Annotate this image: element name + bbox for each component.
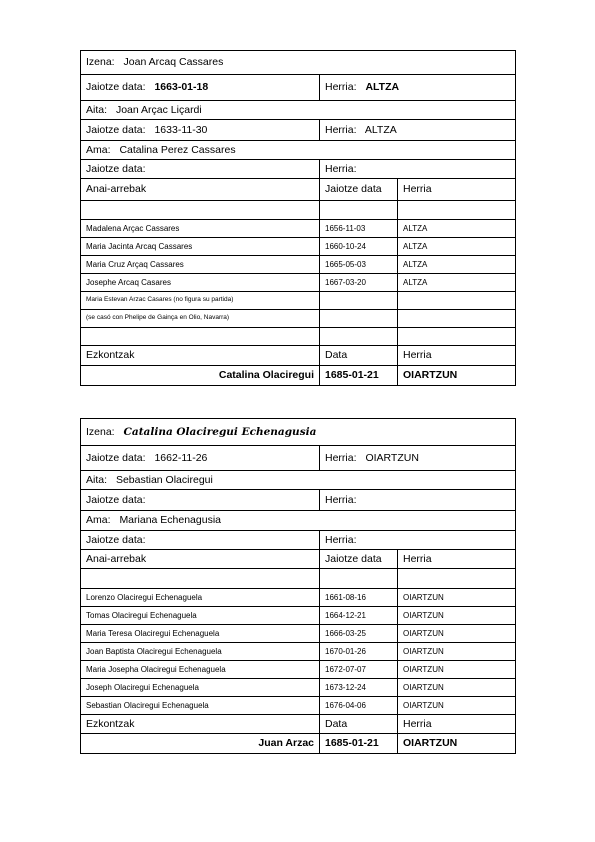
- sibling-name: Maria Teresa Olaciregui Echenaguela: [81, 625, 320, 643]
- marriage-header-date: Data: [320, 715, 398, 734]
- ama-value: Mariana Echenagusia: [119, 514, 222, 527]
- herria-value: OIARTZUN: [365, 451, 419, 464]
- aita-jaiotze-label: Jaiotze data:: [81, 490, 320, 511]
- marriage-row: [81, 366, 516, 386]
- sibling-date: 1660-10-24: [320, 238, 398, 256]
- siblings-header-place: Herria: [398, 550, 516, 569]
- siblings-spacer: [81, 569, 516, 589]
- jaiotze-value: 1663-01-18: [154, 81, 209, 94]
- jaiotze-value: 1662-11-26: [154, 451, 208, 464]
- marriage-spouse: Catalina Olaciregui: [81, 366, 320, 386]
- izena-label: Izena:: [86, 425, 115, 438]
- sibling-row: [81, 220, 516, 238]
- aita-label: Aita:: [86, 473, 108, 486]
- sibling-name: Joan Baptista Olaciregui Echenaguela: [81, 643, 320, 661]
- marriage-header-place: Herria: [398, 715, 516, 734]
- sibling-place: OIARTZUN: [398, 679, 516, 697]
- sibling-row: [81, 607, 516, 625]
- sibling-row: [81, 274, 516, 292]
- marriage-date: 1685-01-21: [320, 734, 398, 754]
- aita-jaiotze-row: [81, 490, 516, 511]
- sibling-row: [81, 256, 516, 274]
- sibling-name: Madalena Arçac Cassares: [81, 220, 320, 238]
- siblings-header-date: Jaiotze data: [320, 179, 398, 201]
- aita-label: Aita:: [86, 103, 108, 116]
- sibling-row: [81, 679, 516, 697]
- ama-herria-label: Herria:: [320, 531, 516, 550]
- sibling-date: 1656-11-03: [320, 220, 398, 238]
- aita-herria-label: Herria:: [325, 123, 357, 136]
- marriage-header: [81, 346, 516, 366]
- siblings-spacer: [81, 201, 516, 220]
- ama-jaiotze-row: [81, 160, 516, 179]
- sibling-place: OIARTZUN: [398, 625, 516, 643]
- sibling-date: 1670-01-26: [320, 643, 398, 661]
- sibling-row: [81, 589, 516, 607]
- izena-value: Catalina Olaciregui Echenagusia: [123, 425, 317, 438]
- sibling-name: Tomas Olaciregui Echenaguela: [81, 607, 320, 625]
- ama-jaiotze-label: Jaiotze data:: [81, 531, 320, 550]
- herria-label: Herria:: [325, 81, 357, 94]
- sibling-place: ALTZA: [398, 274, 516, 292]
- sibling-name: Josephe Arcaq Casares: [81, 274, 320, 292]
- jaiotze-label: Jaiotze data:: [86, 451, 146, 464]
- marriage-spouse: Juan Arzac: [81, 734, 320, 754]
- sibling-date: 1661-08-16: [320, 589, 398, 607]
- sibling-date: 1666-03-25: [320, 625, 398, 643]
- sibling-row: [81, 643, 516, 661]
- sibling-note: Maria Estevan Arzac Casares (no figura su partida): [81, 292, 320, 310]
- aita-jaiotze-label: Jaiotze data:: [86, 123, 146, 136]
- siblings-header: [81, 550, 516, 569]
- marriage-header-label: Ezkontzak: [81, 715, 320, 734]
- ama-label: Ama:: [86, 143, 111, 156]
- sibling-date: 1665-05-03: [320, 256, 398, 274]
- marriage-date: 1685-01-21: [320, 366, 398, 386]
- siblings-header: [81, 179, 516, 201]
- izena-row: [81, 51, 516, 75]
- sibling-note: (se casó con Phelipe de Gainça en Olio, Navarra): [81, 310, 320, 328]
- sibling-row: [81, 625, 516, 643]
- aita-value: Sebastian Olaciregui: [115, 473, 213, 486]
- sibling-row: [81, 697, 516, 715]
- sibling-place: ALTZA: [398, 238, 516, 256]
- marriage-place: OIARTZUN: [398, 734, 516, 754]
- aita-row: [81, 471, 516, 490]
- marriage-place: OIARTZUN: [398, 366, 516, 386]
- izena-row: [81, 419, 516, 446]
- aita-herria-label: Herria:: [320, 490, 516, 511]
- aita-jaiotze-value: 1633-11-30: [154, 123, 208, 136]
- sibling-name: Joseph Olaciregui Echenaguela: [81, 679, 320, 697]
- ama-row: [81, 141, 516, 160]
- ama-row: [81, 511, 516, 531]
- marriage-header-label: Ezkontzak: [81, 346, 320, 366]
- aita-value: Joan Arçac Liçardi: [115, 103, 202, 116]
- marriage-header: [81, 715, 516, 734]
- siblings-header-name: Anai-arrebak: [81, 550, 320, 569]
- sibling-date: 1672-07-07: [320, 661, 398, 679]
- sibling-date: 1673-12-24: [320, 679, 398, 697]
- person-card-joan: [80, 50, 516, 386]
- izena-value: Joan Arcaq Cassares: [123, 56, 224, 69]
- aita-row: [81, 101, 516, 120]
- person-card-catalina: [80, 418, 516, 754]
- izena-label: Izena:: [86, 56, 115, 69]
- aita-jaiotze-row: [81, 120, 516, 141]
- herria-value: ALTZA: [365, 81, 400, 94]
- sibling-place: OIARTZUN: [398, 697, 516, 715]
- sibling-place: ALTZA: [398, 256, 516, 274]
- herria-label: Herria:: [325, 451, 357, 464]
- siblings-header-name: Anai-arrebak: [81, 179, 320, 201]
- sibling-place: ALTZA: [398, 220, 516, 238]
- marriage-header-place: Herria: [398, 346, 516, 366]
- sibling-place: OIARTZUN: [398, 661, 516, 679]
- jaiotze-label: Jaiotze data:: [86, 81, 146, 94]
- sibling-date: 1667-03-20: [320, 274, 398, 292]
- ama-herria-label: Herria:: [320, 160, 516, 179]
- sibling-place: OIARTZUN: [398, 643, 516, 661]
- ama-value: Catalina Perez Cassares: [119, 143, 236, 156]
- note-row: [81, 292, 516, 310]
- ama-label: Ama:: [86, 514, 111, 527]
- sibling-name: Maria Josepha Olaciregui Echenaguela: [81, 661, 320, 679]
- siblings-spacer: [81, 328, 516, 346]
- note-row: [81, 310, 516, 328]
- sibling-place: OIARTZUN: [398, 589, 516, 607]
- sibling-name: Sebastian Olaciregui Echenaguela: [81, 697, 320, 715]
- sibling-date: 1664-12-21: [320, 607, 398, 625]
- siblings-header-place: Herria: [398, 179, 516, 201]
- ama-jaiotze-row: [81, 531, 516, 550]
- sibling-date: 1676-04-06: [320, 697, 398, 715]
- siblings-header-date: Jaiotze data: [320, 550, 398, 569]
- aita-herria-value: ALTZA: [364, 123, 397, 136]
- sibling-row: [81, 238, 516, 256]
- sibling-place: OIARTZUN: [398, 607, 516, 625]
- jaiotze-row: [81, 446, 516, 471]
- jaiotze-row: [81, 75, 516, 101]
- sibling-name: Maria Jacinta Arcaq Cassares: [81, 238, 320, 256]
- sibling-row: [81, 661, 516, 679]
- marriage-row: [81, 734, 516, 754]
- ama-jaiotze-label: Jaiotze data:: [81, 160, 320, 179]
- sibling-name: Lorenzo Olaciregui Echenaguela: [81, 589, 320, 607]
- marriage-header-date: Data: [320, 346, 398, 366]
- sibling-name: Maria Cruz Arçaq Cassares: [81, 256, 320, 274]
